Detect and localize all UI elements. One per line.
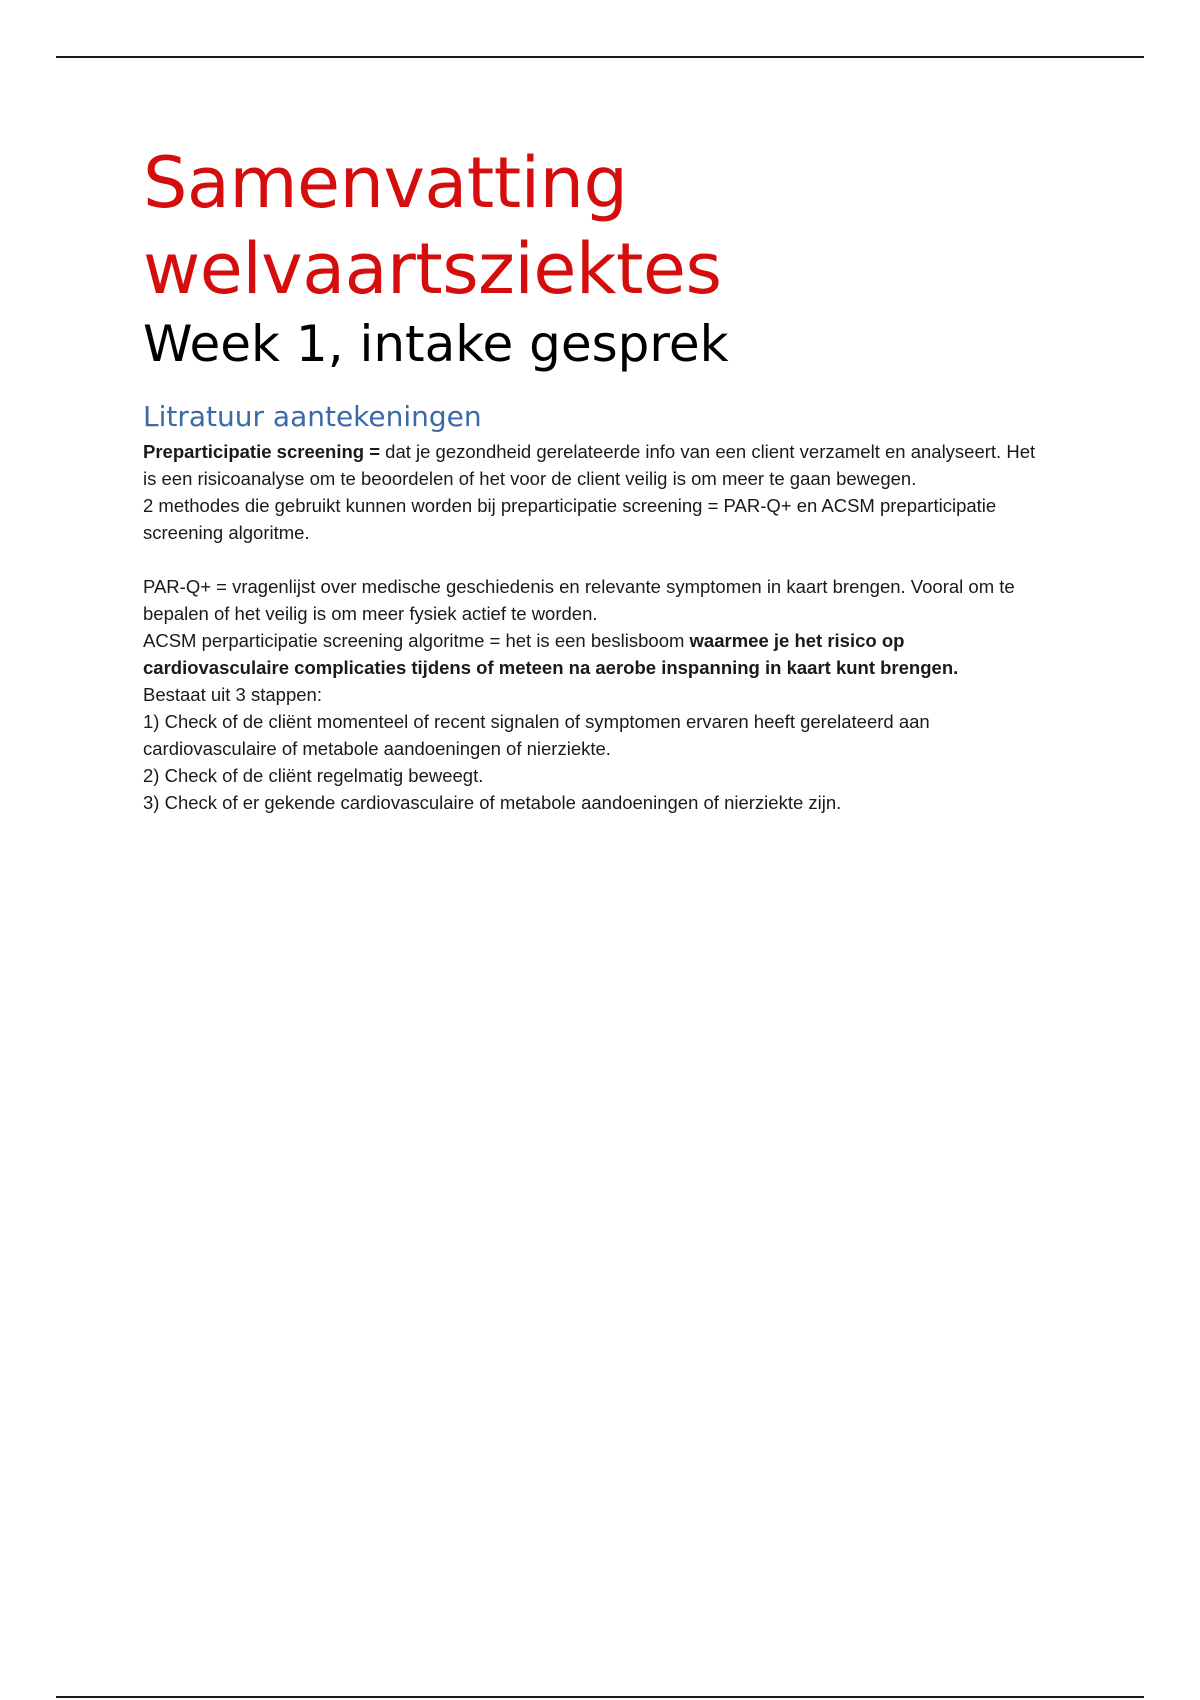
term-preparticipatie: Preparticipatie screening = — [143, 441, 381, 462]
document-subtitle: Week 1, intake gesprek — [143, 315, 729, 373]
acsm-text: ACSM perparticipatie screening algoritme = het is een beslisboom — [143, 630, 690, 651]
step-2: 2) Check of de cliënt regelmatig beweegt. — [143, 765, 484, 786]
footer-rule — [56, 1696, 1144, 1698]
definition-text: dat je gezondheid gerelateerde info van een client verzamelt en analyseert. Het is een risicoanalyse om te beoordelen of het voor de client veilig is om meer te gaan bewegen. — [143, 441, 1036, 489]
header-rule — [56, 56, 1144, 58]
paragraph-acsm — [143, 627, 1043, 681]
title-line-2: welvaartsziektes — [143, 228, 722, 310]
title-line-1: Samenvatting — [143, 142, 628, 224]
paragraph-steps-intro: Bestaat uit 3 stappen: — [143, 684, 322, 705]
step-3: 3) Check of er gekende cardiovasculaire of metabole aandoeningen of nierziekte zijn. — [143, 792, 842, 813]
step-1: 1) Check of de cliënt momenteel of recent signalen of symptomen ervaren heeft gerelateerd aan cardiovasculaire of metabole aandoeningen of nierziekte. — [143, 711, 930, 759]
document-body — [143, 140, 1043, 816]
blank-line — [143, 546, 1043, 573]
document-title — [143, 140, 1043, 312]
section-heading: Litratuur aantekeningen — [143, 400, 482, 433]
acsm-bold: waarmee je het risico op cardiovasculaire complicaties tijdens of meteen na aerobe inspanning in kaart kunt brengen. — [143, 630, 959, 678]
paragraph-definition — [143, 438, 1043, 492]
paragraph-parq: PAR-Q+ = vragenlijst over medische geschiedenis en relevante symptomen in kaart brengen. Vooral om te bepalen of het veilig is om meer fysiek actief te worden. — [143, 576, 1015, 624]
paragraph-methods: 2 methodes die gebruikt kunnen worden bij preparticipatie screening = PAR-Q+ en ACSM preparticipatie screening algoritme. — [143, 495, 997, 543]
